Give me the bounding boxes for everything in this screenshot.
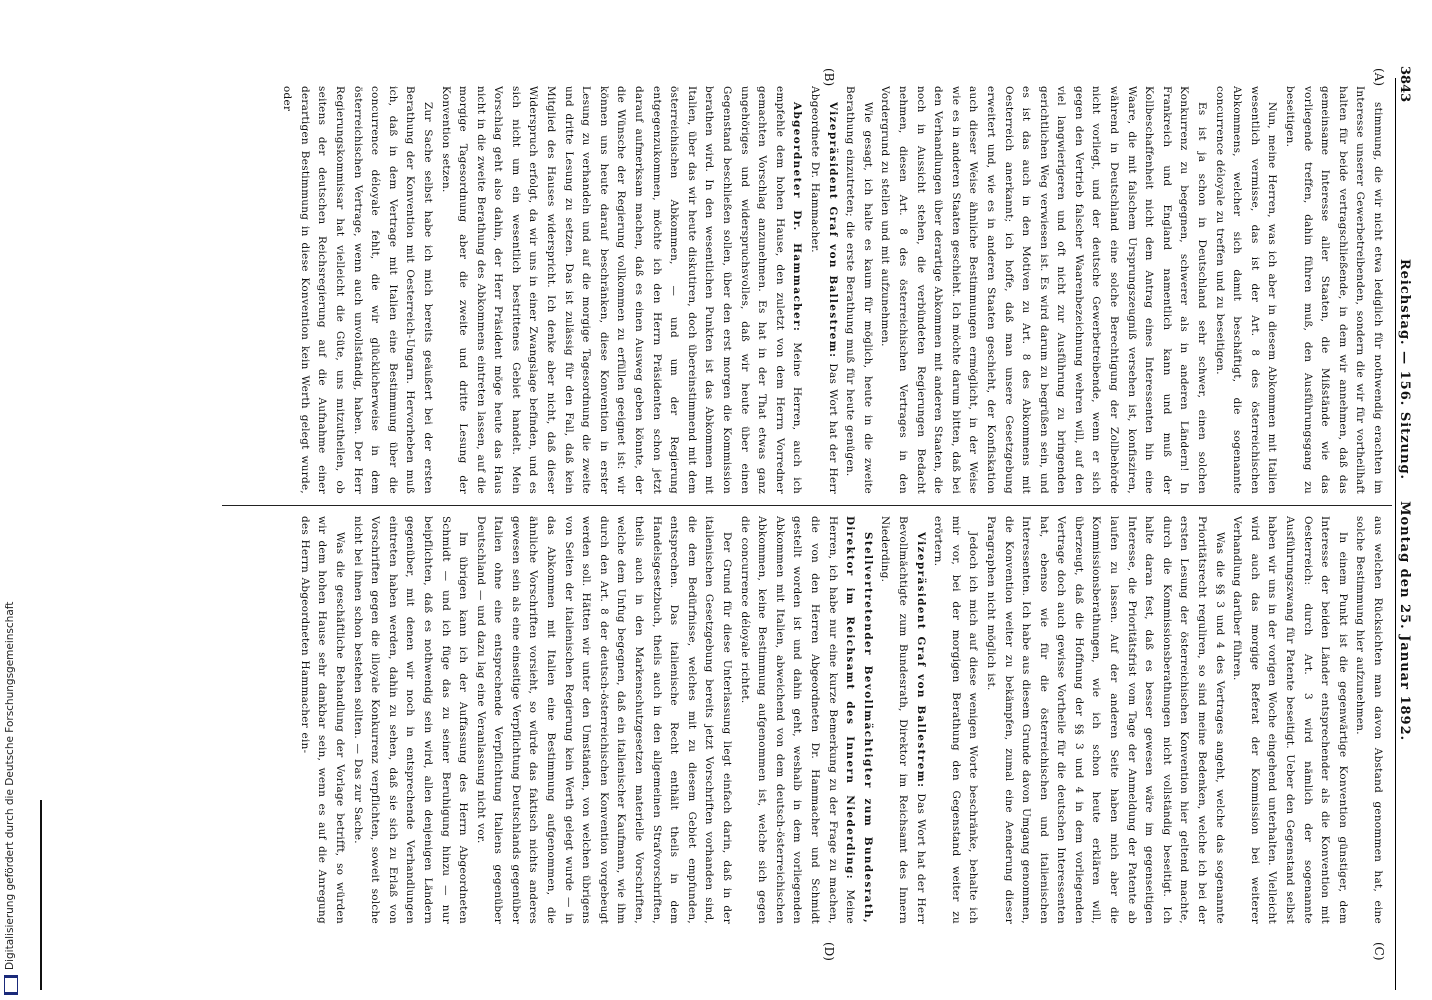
speaker-paragraph bbox=[805, 86, 840, 494]
paragraph bbox=[876, 86, 1210, 494]
speaker-name: Abgeordneter Dr. Hammacher: bbox=[791, 102, 804, 333]
header-title bbox=[1397, 0, 1412, 1000]
marker-b: (B) bbox=[822, 68, 836, 87]
speaker-name: Vizepräsident Graf von Ballestrem: bbox=[914, 532, 927, 789]
speaker-paragraph bbox=[735, 516, 876, 924]
paragraph-text: Das Wort hat der Herr Bevollmächtigte zum Bundesrath, Direktor im Reichsamt des Innern Niederding. bbox=[879, 516, 927, 924]
paragraph-text: Nun, meine Herren, was ich aber in diesem Abkommen mit Italien wesentlich vermisse, das ist der Art. 8 des österreichischen Abkommens, welcher sich damit beschäftigt, die sogenannte concurrence déloyale zu treffen und zu beseitigen. bbox=[1213, 86, 1279, 494]
paragraph-text: In einem Punkt ist die gegenwärtige Konvention günstiger, dem Interesse der beiden Länder entsprechender als die Konvention mit Oesterreich: durch Art. 3 wird nämlich der sogenannte Ausführungszwang für Patente beseitigt. Ueber den Gegenstand selbst haben wir uns in der vorigen Woche eingehend unterhalten. Vielleicht wird auch das morgige Referat der Kommission bei weiterer Verhandlung darüber führen. bbox=[1231, 516, 1349, 924]
marker-c: (C) bbox=[1372, 942, 1386, 961]
paragraph-text: Es ist ja schon in Deutschland sehr schwer, einen solchen Konkurrenz zu begegnen, schwerer als in anderen Ländern! In Frankreich und England namentlich kann und muß der Kollbeschaffenheit nicht dem Antrag eines Interessenten hin eine Waare, die mit falschem Ursprungszeugniß versehen ist, konfisziren, während in Deutschland eine solche Berechtigung der Zollbehörde nicht vorliegt, und der deutsche Gewerbetreibende, wenn er sich gegen den Vertrieb falscher Waarenbezeichnung wehren will, auf den viel langwierigeren und oft nicht zur Ausführung zu bringenden gerichtlichen Weg verwiesen ist. Es wird darum zu begrüßen sein, und es ist das auch in den Motiven zu Art. 8 des Abkommens mit Oesterreich anerkannt; ich hoffe, daß man unsere Gesetzgebung erweitert und, wie es in anderen Staaten geschieht, der Konfiskation auch dieser Weise ähnliche Bestimmungen ermöglicht, in der Weise wie es in anderen Staaten geschieht. Ich möchte darum bitten, daß bei den Verhandlungen über derartige Abkommen mit anderen Staaten, die noch in Aussicht stehen, die verbündeten Regierungen Bedacht nehmen, diesen Art. 8 des österreichischen Vertrages in den Vordergrund zu stellen und mit aufzunehmen. bbox=[879, 86, 1209, 494]
paragraph-text: Wie gesagt, ich halte es kaum für möglich, heute in die zweite Berathung einzutreten; die erste Berathung muß für heute genügen. bbox=[844, 86, 874, 494]
paragraph-text: Was die §§ 3 und 4 des Vertrages angeht, welche das sogenannte Prioritätsrecht reguliren, so sind meine Bedenken, welche ich bei der ersten Lesung der österreichischen Konvention hier geltend machte, durch die Kommissionsberathungen nicht vollständig beseitigt. Ich halte daran fest, daß es besser gewesen wäre im gegenseitigen Interesse, die Prioritätsfrist vom Tage der Anmeldung der Patente ab laufen zu lassen. Auf der anderen Seite haben mich aber die Kommissionsberathungen, wie ich schon heute erklären will, überzeugt, daß die Hoffnung der §§ 3 und 4 in dem vorliegenden Vertrage doch auch gewisse Vortheile für die deutschen Interessenten hat, ebenso wie für die österreichischen und italienischen Interessenten. Ich habe aus diesem Grunde davon Umgang genommen, die Konvention weiter zu bekämpfen, zumal eine Aenderung dieser Paragraphen nicht möglich ist. bbox=[984, 516, 1226, 924]
paragraph bbox=[1351, 516, 1386, 924]
speaker-name: Vizepräsident Graf von Ballestrem: bbox=[826, 102, 839, 359]
paragraph-text: stimmung, die wir nicht etwa lediglich für nothwendig erachten im Interesse unserer Gewerbetreibenden, sondern die wir für vortheilhaft halten für beide vertragschließende, in dem wir annehmen, daß das gemeinsame Interesse aller Staaten, die Mißstände wie das vorliegende treffen, dahin führen muß, den Ausführungsgang zu beseitigen. bbox=[1284, 86, 1384, 494]
session-date: Montag den 25. Januar 1892. bbox=[1397, 501, 1412, 742]
header-rule bbox=[1395, 78, 1396, 990]
paragraph-text: Jedoch ich mich auf diese wenigen Worte beschränke, behalte ich mir vor, bei der morgigen Berathung den Gegenstand weiter zu erörtern. bbox=[932, 516, 980, 924]
page-header bbox=[1386, 0, 1416, 1000]
session-title: Reichstag. — 156. Sitzung. bbox=[1397, 258, 1412, 481]
left-column bbox=[126, 86, 1386, 494]
footer-rule bbox=[40, 800, 42, 990]
paragraph-text: Zur Sache selbst habe ich mich bereits geäußert bei der ersten Berathung der Konvention mit Oesterreich-Ungarn. Hervorheben muß ich, daß in dem Vertrage mit Italien eine Bestimmung über die concurrence déloyale fehlt, die wir glücklicherweise in dem österreichischen Vertrage, wenn auch unvollständig, haben. Der Herr Regierungskommissar hat vielleicht die Güte, uns mitzutheilen, ob seitens der deutschen Reichsregierung auf die Aufnahme einer derartigen Bestimmung in diese Konvention kein Werth gelegt wurde, oder bbox=[281, 86, 434, 494]
paragraph bbox=[348, 516, 471, 924]
paragraph-text: aus welchen Rücksichten man davon Abstand genommen hat, eine solche Bestimmung hier aufzunehmen. bbox=[1354, 516, 1384, 924]
speaker-paragraph bbox=[436, 86, 805, 494]
paragraph bbox=[981, 516, 1227, 924]
paragraph-text: Das Wort hat der Herr Abgeordnete Dr. Hammacher. bbox=[809, 86, 839, 494]
paragraph bbox=[278, 86, 436, 494]
paragraph-text: Meine Herren, auch ich empfehle dem hohen Hause, den zuletzt von dem Herrn Vorredner gemachten Vorschlag anzunehmen. Es hat in der That etwas ganz ungehöriges und widerspruchsvolles, daß wir heute über einen Gegenstand beschließen sollen, über den erst morgen die Kommission berathen wird. In den wesentlichen Punkten ist das Abkommen mit Italien, über das wir heute diskutiren, doch übereinstimmend mit dem österreichischen Abkommen, — und um der Regierung entgegenzukommen, möchte ich den Herrn Präsidenten schon jetzt darauf aufmerksam machen, daß es einen Ausweg geben könnte, der die Wünsche der Regierung vollkommen zu erfüllen geeignet ist: wir können uns heute darauf beschränken, diese Konvention in erster Lesung zu verhandeln und auf die morgige Tagesordnung die zweite und dritte Lesung zu setzen. Das ist zulässig für den Fall, daß kein Mitglied des Hauses widerspricht. Ich denke aber nicht, daß dieser Widerspruch erfolgt, da wir uns in einer Zwangslage befinden, und es sich nicht um ein wesentlich bestrittenes Gebiet handelt. Mein Vorschlag geht also dahin, der Herr Präsident möge heute das Haus nicht in die zweite Berathung des Abkommens eintreten lassen, auf die morgige Tagesordnung aber die zweite und dritte Lesung der Konvention setzen. bbox=[439, 86, 804, 494]
marker-d: (D) bbox=[822, 942, 836, 961]
page-number: 3843 bbox=[1397, 66, 1412, 103]
paragraph bbox=[295, 516, 348, 924]
speaker-paragraph bbox=[876, 516, 929, 924]
paragraph bbox=[1280, 86, 1386, 494]
paragraph bbox=[1210, 86, 1280, 494]
paragraph bbox=[929, 516, 982, 924]
paragraph-text: Der Grund für diese Unterlassung liegt einfach darin, daß in der italienischen Gesetzgebung bereits jetzt Vorschriften vorhanden sind, die dem Bedürfnisse, welches mit zu diesem Gebiet empfunden, entsprechen. Das italienische Recht enthält theils in dem Handelsgesetzbuch, theils auch in den allgemeinen Strafvorschriften, theils auch in den Markenschutzgesetzen materielle Vorschriften, welche dem Unfug begegnen, daß ein italienischer Kaufmann, wie ihm durch den Art. 8 der deutsch-österreichischen Konvention vorgebeugt werden soll. Hätten wir unter den Umständen, von welchen übrigens von Seiten der italienischen Regierung kein Werth gelegt wurde — in das Abkommen mit Italien eine Bestimmung aufgenommen, die ähnliche Vorschriften vorsieht, so würde das faktisch nichts anderes gewesen sein als eine einseitige Verpflichtung Deutschlands gegenüber Italien ohne eine entsprechende Verpflichtung Italiens gegenüber Deutschland — und dazu lag eine Veranlassung nicht vor. bbox=[474, 516, 734, 924]
paragraph bbox=[841, 86, 876, 494]
paragraph-text: Im übrigen kann ich der Auffassung des Herrn Abgeordneten Schmidt — und ich füge das zu seiner Beruhigung hinzu — nur beipflichten, daß es nothwendig sein wird, allen denjenigen Ländern gegenüber, mit denen wir noch in entsprechende Verhandlungen eintreten haben werden, dahin zu sehen, daß sie sich zu Erlaß von Vorschriften gegen die illoyale Konkurrenz verpflichten, soweit solche nicht bei ihnen schon bestehen sollten. — Das zur Sache. bbox=[351, 516, 470, 924]
right-column bbox=[126, 516, 1386, 924]
marker-a: (A) bbox=[1372, 68, 1386, 87]
paragraph-text: Was die geschäftliche Behandlung der Vorlage betrifft, so würden wir dem hohen Hause sehr dankbar sein, wenn es auf die Anregung des Herrn Abgeordneten Hammacher ein- bbox=[298, 516, 346, 924]
paragraph-text: Meine Herren, ich habe nur eine kurze Bemerkung zu der Frage zu machen, die von den Herren Abgeordneten Dr. Hammacher und Schmidt gestellt worden ist und dahin geht, weshalb in dem vorliegenden Abkommen mit Italien, abweichend von dem deutsch-österreichischen Abkommen, keine Bestimmung aufgenommen ist, welche sich gegen die concurrence déloyale richtet. bbox=[738, 516, 857, 924]
paragraph bbox=[1228, 516, 1351, 924]
column-divider bbox=[222, 505, 1392, 506]
sidebar-caption: Digitalisierung gefördert durch die Deutsche Forschungsgemeinschaft bbox=[4, 601, 16, 970]
speaker-name: Stellvertretender Bevollmächtigter zum Bundesrath, Direktor im Reichsamt des Innern Niederding: bbox=[844, 516, 874, 924]
paragraph bbox=[471, 516, 735, 924]
